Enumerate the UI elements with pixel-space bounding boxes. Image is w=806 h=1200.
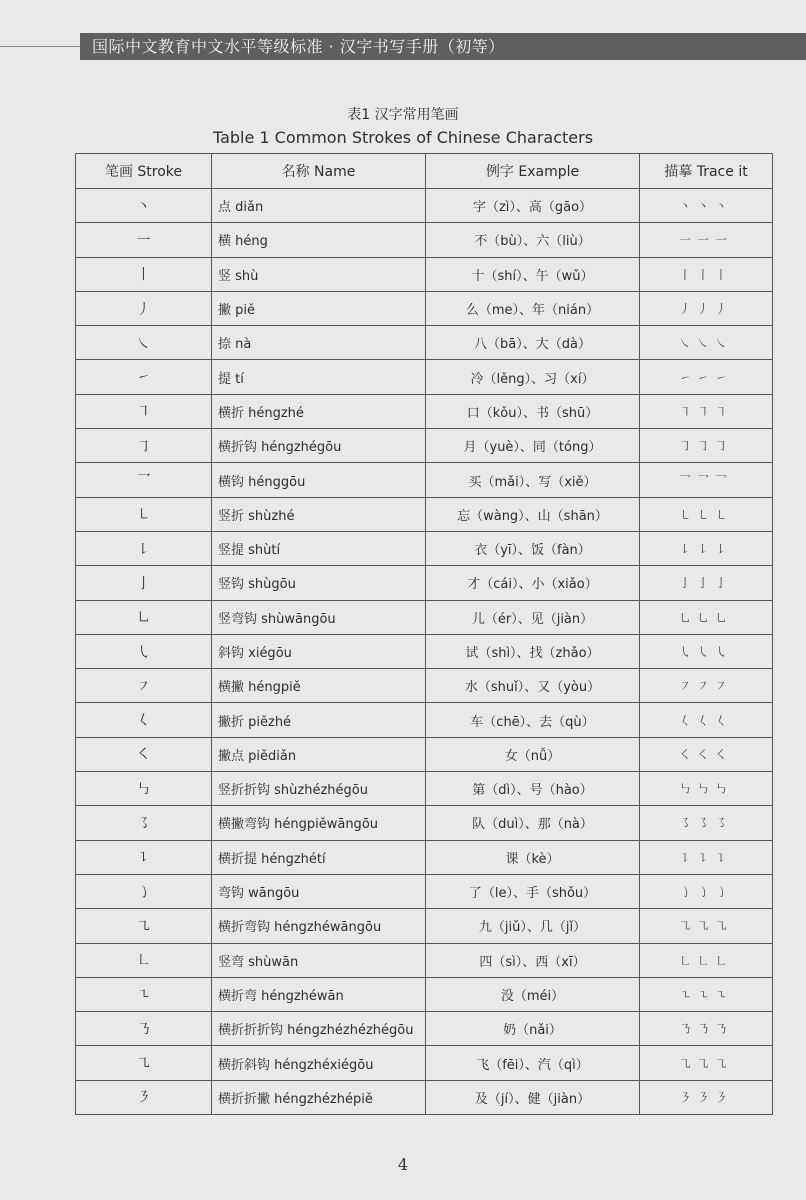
table-row <box>76 326 773 360</box>
stroke-cell: ㇗ <box>76 943 212 977</box>
example-cell: 飞（fēi）、汽（qì） <box>426 1046 640 1080</box>
table-row <box>76 840 773 874</box>
stroke-cell: ㇈ <box>76 1046 212 1080</box>
example-cell: 了（le）、手（shǒu） <box>426 874 640 908</box>
name-cell: 横折折撇 héngzhézhépiě <box>212 1080 426 1114</box>
table-row <box>76 291 773 325</box>
name-cell: 斜钩 xiégōu <box>212 634 426 668</box>
example-cell: 四（sì）、西（xī） <box>426 943 640 977</box>
stroke-cell: 丨 <box>76 257 212 291</box>
name-cell: 横撇弯钩 héngpiěwāngōu <box>212 806 426 840</box>
stroke-cell: ㇌ <box>76 806 212 840</box>
stroke-cell: ㇍ <box>76 977 212 1011</box>
example-cell: 衣（yī）、饭（fàn） <box>426 531 640 565</box>
stroke-cell: ㇇ <box>76 669 212 703</box>
table-row <box>76 531 773 565</box>
table-row <box>76 874 773 908</box>
name-cell: 竖弯钩 shùwāngōu <box>212 600 426 634</box>
column-header-name: 名称 Name <box>212 154 426 189</box>
table-row <box>76 394 773 428</box>
table-row <box>76 737 773 771</box>
name-cell: 竖弯 shùwān <box>212 943 426 977</box>
example-cell: 才（cái）、小（xiǎo） <box>426 566 640 600</box>
table-row <box>76 257 773 291</box>
stroke-cell: 𡿨 <box>76 703 212 737</box>
example-cell: 试（shì）、找（zhǎo） <box>426 634 640 668</box>
table-title-chinese: 表1 汉字常用笔画 <box>347 107 459 123</box>
table-header-row <box>76 154 773 189</box>
column-header-stroke: 笔画 Stroke <box>76 154 212 189</box>
name-cell: 横折提 héngzhétí <box>212 840 426 874</box>
name-cell: 横 héng <box>212 223 426 257</box>
stroke-cell: ㇙ <box>76 531 212 565</box>
example-cell: 女（nǚ） <box>426 737 640 771</box>
name-cell: 横折钩 héngzhégōu <box>212 429 426 463</box>
trace-cell: ㇍㇍㇍ <box>640 977 773 1011</box>
table-row <box>76 189 773 223</box>
name-cell: 横钩 hénggōu <box>212 463 426 497</box>
trace-cell: ㇌㇌㇌ <box>640 806 773 840</box>
example-cell: 课（kè） <box>426 840 640 874</box>
table-body <box>76 189 773 1115</box>
stroke-cell: ㇀ <box>76 360 212 394</box>
example-cell: 么（me）、年（nián） <box>426 291 640 325</box>
table-row <box>76 223 773 257</box>
page-header: 国际中文教育中文水平等级标准 · 汉字书写手册（初等） <box>80 33 806 60</box>
name-cell: 横折斜钩 héngzhéxiégōu <box>212 1046 426 1080</box>
table-row <box>76 806 773 840</box>
table-row <box>76 703 773 737</box>
name-cell: 横折 héngzhé <box>212 394 426 428</box>
name-cell: 撇点 piědiǎn <box>212 737 426 771</box>
trace-cell: 𡿨𡿨𡿨 <box>640 703 773 737</box>
table-row <box>76 669 773 703</box>
table-row <box>76 909 773 943</box>
name-cell: 竖提 shùtí <box>212 531 426 565</box>
stroke-cell: 乛 <box>76 463 212 497</box>
name-cell: 竖钩 shùgōu <box>212 566 426 600</box>
name-cell: 横折折折钩 héngzhézhézhégōu <box>212 1012 426 1046</box>
example-cell: 字（zì）、高（gāo） <box>426 189 640 223</box>
table-row <box>76 977 773 1011</box>
table-row <box>76 497 773 531</box>
column-header-trace: 描摹 Trace it <box>640 154 773 189</box>
header-rule <box>0 46 80 47</box>
name-cell: 横折弯 héngzhéwān <box>212 977 426 1011</box>
stroke-cell: ㇆ <box>76 429 212 463</box>
table-row <box>76 1080 773 1114</box>
example-cell: 忘（wàng）、山（shān） <box>426 497 640 531</box>
table-row <box>76 1012 773 1046</box>
trace-cell: 一一一 <box>640 223 773 257</box>
column-header-example: 例字 Example <box>426 154 640 189</box>
example-cell: 不（bù）、六（liù） <box>426 223 640 257</box>
example-cell: 车（chē）、去（qù） <box>426 703 640 737</box>
example-cell: 八（bā）、大（dà） <box>426 326 640 360</box>
name-cell: 捺 nà <box>212 326 426 360</box>
name-cell: 提 tí <box>212 360 426 394</box>
stroke-cell: ㇄ <box>76 497 212 531</box>
trace-cell: 丨丨丨 <box>640 257 773 291</box>
trace-cell: ㇙㇙㇙ <box>640 531 773 565</box>
stroke-cell: ㇈ <box>76 909 212 943</box>
example-cell: 队（duì）、那（nà） <box>426 806 640 840</box>
table-row <box>76 634 773 668</box>
name-cell: 弯钩 wāngōu <box>212 874 426 908</box>
stroke-cell: ㇡ <box>76 1012 212 1046</box>
table-row <box>76 463 773 497</box>
example-cell: 口（kǒu）、书（shū） <box>426 394 640 428</box>
example-cell: 月（yuè）、同（tóng） <box>426 429 640 463</box>
trace-cell: ㇄㇄㇄ <box>640 497 773 531</box>
example-cell: 九（jiǔ）、几（jǐ） <box>426 909 640 943</box>
example-cell: 及（jí）、健（jiàn） <box>426 1080 640 1114</box>
trace-cell: 亅亅亅 <box>640 566 773 600</box>
trace-cell: ㇊㇊㇊ <box>640 840 773 874</box>
stroke-cell: ㇕ <box>76 394 212 428</box>
strokes-table <box>75 153 773 1115</box>
trace-cell: ㇡㇡㇡ <box>640 1012 773 1046</box>
example-cell: 奶（nǎi） <box>426 1012 640 1046</box>
trace-cell: 乛乛乛 <box>640 463 773 497</box>
name-cell: 点 diǎn <box>212 189 426 223</box>
name-cell: 横撇 héngpiě <box>212 669 426 703</box>
stroke-cell: 丶 <box>76 189 212 223</box>
trace-cell: ㇈㇈㇈ <box>640 909 773 943</box>
example-cell: 第（dì）、号（hào） <box>426 772 640 806</box>
stroke-cell: 亅 <box>76 566 212 600</box>
table-row <box>76 772 773 806</box>
example-cell: 买（mǎi）、写（xiě） <box>426 463 640 497</box>
table-row <box>76 1046 773 1080</box>
stroke-cell: ㇂ <box>76 634 212 668</box>
stroke-cell: 丿 <box>76 291 212 325</box>
name-cell: 撇 piě <box>212 291 426 325</box>
stroke-cell: ㇏ <box>76 326 212 360</box>
example-cell: 儿（ér）、见（jiàn） <box>426 600 640 634</box>
name-cell: 撇折 piězhé <box>212 703 426 737</box>
table-row <box>76 566 773 600</box>
trace-cell: ㇇㇇㇇ <box>640 669 773 703</box>
trace-cell: ㇟㇟㇟ <box>640 600 773 634</box>
stroke-cell: ㇟ <box>76 600 212 634</box>
trace-cell: ㇁㇁㇁ <box>640 874 773 908</box>
name-cell: 竖折 shùzhé <box>212 497 426 531</box>
table-row <box>76 600 773 634</box>
stroke-cell: ㇁ <box>76 874 212 908</box>
trace-cell: ㇉㇉㇉ <box>640 772 773 806</box>
example-cell: 水（shuǐ）、又（yòu） <box>426 669 640 703</box>
trace-cell: ㇛㇛㇛ <box>640 737 773 771</box>
trace-cell: ㇂㇂㇂ <box>640 634 773 668</box>
table-row <box>76 943 773 977</box>
trace-cell: 丿丿丿 <box>640 291 773 325</box>
example-cell: 十（shí）、午（wǔ） <box>426 257 640 291</box>
stroke-cell: ㇊ <box>76 840 212 874</box>
trace-cell: ㇋㇋㇋ <box>640 1080 773 1114</box>
table-row <box>76 360 773 394</box>
stroke-cell: 一 <box>76 223 212 257</box>
trace-cell: ㇀㇀㇀ <box>640 360 773 394</box>
name-cell: 竖 shù <box>212 257 426 291</box>
table-title-english: Table 1 Common Strokes of Chinese Characters <box>212 128 594 147</box>
stroke-cell: ㇛ <box>76 737 212 771</box>
trace-cell: ㇆㇆㇆ <box>640 429 773 463</box>
trace-cell: ㇈㇈㇈ <box>640 1046 773 1080</box>
example-cell: 没（méi） <box>426 977 640 1011</box>
table-row <box>76 429 773 463</box>
stroke-cell: ㇋ <box>76 1080 212 1114</box>
trace-cell: ㇗㇗㇗ <box>640 943 773 977</box>
page-number: 4 <box>397 1155 409 1174</box>
name-cell: 竖折折钩 shùzhézhégōu <box>212 772 426 806</box>
trace-cell: ㇕㇕㇕ <box>640 394 773 428</box>
example-cell: 冷（lěng）、习（xí） <box>426 360 640 394</box>
stroke-cell: ㇉ <box>76 772 212 806</box>
trace-cell: ㇏㇏㇏ <box>640 326 773 360</box>
trace-cell: 丶丶丶 <box>640 189 773 223</box>
name-cell: 横折弯钩 héngzhéwāngōu <box>212 909 426 943</box>
